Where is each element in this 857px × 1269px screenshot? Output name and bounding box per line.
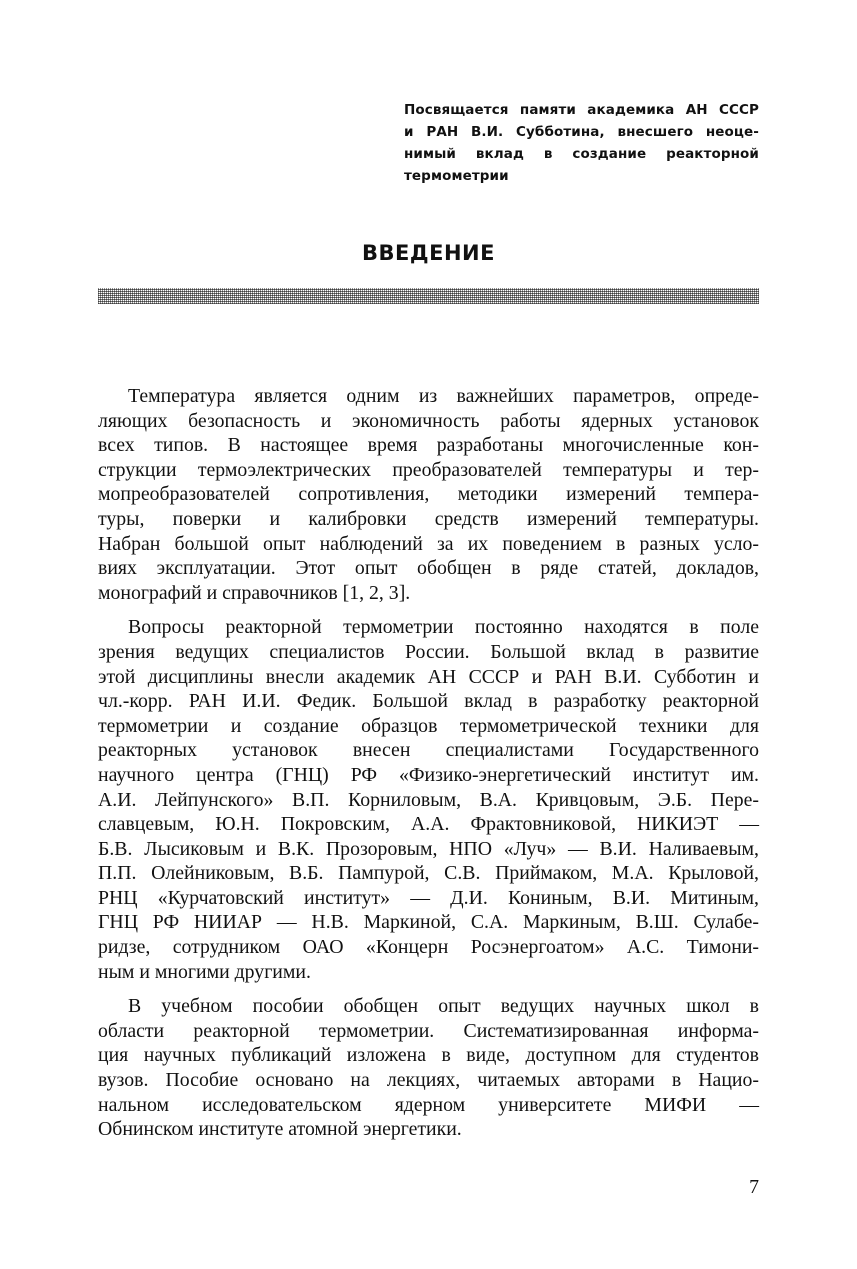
text-line: П.П. Олейниковым, В.Б. Пампурой, С.В. Приймаком, М.А. Крыловой,: [98, 862, 759, 885]
text-line: всех типов. В настоящее время разработаны многочисленные кон-: [98, 434, 759, 457]
text-line: чл.-корр. РАН И.И. Федик. Большой вклад в разработку реакторной: [98, 690, 759, 713]
text-line: ГНЦ РФ НИИАР — Н.В. Маркиной, С.А. Маркиным, В.Ш. Сулабе-: [98, 911, 759, 934]
text-line: вузов. Пособие основано на лекциях, читаемых авторами в Нацио-: [98, 1069, 759, 1092]
text-line: термометрии и создание образцов термометрической техники для: [98, 714, 759, 737]
dedication-line: и РАН В.И. Субботина, внесшего неоце-: [404, 124, 759, 140]
paragraph-1: [98, 384, 759, 605]
dedication-line: Посвящается памяти академика АН СССР: [404, 102, 759, 118]
paragraph-3: [98, 994, 759, 1142]
text-line: монографий и справочников [1, 2, 3].: [98, 581, 411, 604]
text-line: РНЦ «Курчатовский институт» — Д.И. Кониным, В.И. Митиным,: [98, 886, 759, 909]
text-line: туры, поверки и калибровки средств измерений температуры.: [98, 507, 759, 530]
text-line: этой дисциплины внесли академик АН СССР и РАН В.И. Субботин и: [98, 665, 759, 688]
text-line: ным и многими другими.: [98, 960, 311, 983]
text-line: Б.В. Лысиковым и В.К. Прозоровым, НПО «Луч» — В.И. Наливаевым,: [98, 837, 759, 860]
text-line: ция научных публикаций изложена в виде, доступном для студентов: [98, 1044, 759, 1067]
chapter-heading: ВВЕДЕНИЕ: [362, 241, 495, 265]
text-line: ляющих безопасность и экономичность работы ядерных установок: [98, 409, 759, 432]
text-line: нальном исследовательском ядерном университете МИФИ —: [98, 1093, 759, 1116]
text-line: Температура является одним из важнейших параметров, опреде-: [128, 385, 759, 407]
text-line: реакторных установок внесен специалистами Государственного: [98, 739, 759, 762]
text-line: Вопросы реакторной термометрии постоянно находятся в поле: [128, 616, 759, 639]
paragraph-2: [98, 615, 759, 984]
dedication-line: термометрии: [404, 168, 509, 184]
decorative-hatched-rule: [98, 288, 759, 304]
text-line: Набран большой опыт наблюдений за их поведением в разных усло-: [98, 532, 759, 555]
text-line: научного центра (ГНЦ) РФ «Физико-энергетический институт им.: [98, 763, 759, 786]
dedication-epigraph: [404, 99, 759, 187]
text-line: виях эксплуатации. Этот опыт обобщен в ряде статей, докладов,: [98, 557, 759, 580]
text-line: славцевым, Ю.Н. Покровским, А.А. Фрактовниковой, НИКИЭТ —: [98, 813, 759, 836]
text-line: Обнинском институте атомной энергетики.: [98, 1118, 462, 1141]
text-line: В учебном пособии обобщен опыт ведущих научных школ в: [128, 995, 759, 1018]
text-line: зрения ведущих специалистов России. Большой вклад в развитие: [98, 640, 759, 663]
body-text: [98, 384, 759, 1152]
page-number: 7: [749, 1176, 759, 1198]
text-line: мопреобразователей сопротивления, методики измерений темпера-: [98, 483, 759, 506]
dedication-line: нимый вклад в создание реакторной: [404, 146, 759, 162]
text-line: струкции термоэлектрических преобразователей температуры и тер-: [98, 458, 759, 481]
text-line: области реакторной термометрии. Систематизированная информа-: [98, 1019, 759, 1042]
text-line: А.И. Лейпунского» В.П. Корниловым, В.А. Кривцовым, Э.Б. Пере-: [98, 788, 759, 811]
text-line: ридзе, сотрудником ОАО «Концерн Росэнергоатом» А.С. Тимони-: [98, 936, 759, 959]
